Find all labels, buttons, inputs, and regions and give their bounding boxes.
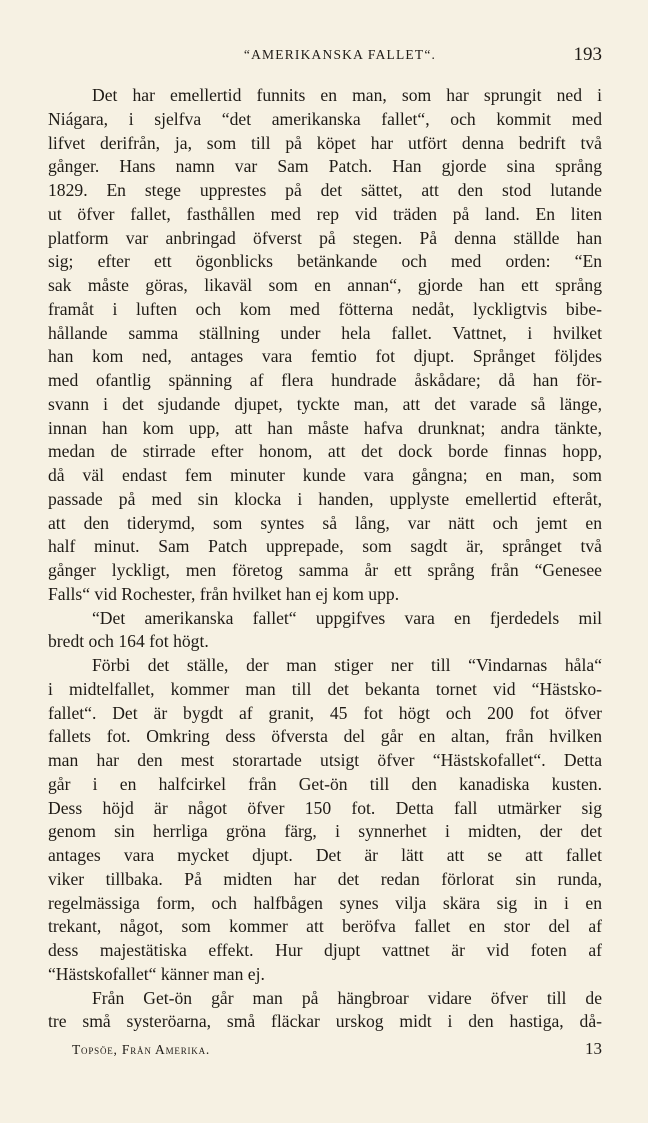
text-line: Niágara, i sjelfva “det amerikanska fallet“, och kommit med bbox=[48, 108, 602, 129]
text-line: passade på med sin klocka i handen, upplyste emellertid efteråt, bbox=[48, 488, 602, 509]
paragraph bbox=[48, 84, 602, 607]
body-text bbox=[48, 84, 602, 1034]
text-line: Från Get-ön går man på hängbroar vidare öfver till de bbox=[92, 987, 602, 1008]
text-line: trekant, något, som kommer att beröfva fallet en stor del af bbox=[48, 916, 602, 937]
text-line: fallet“. Det är bygdt af granit, 45 fot högt och 200 fot öfver bbox=[48, 702, 602, 723]
text-line: framåt i luften och kom med fötterna nedåt, lyckligtvis bibe- bbox=[48, 298, 602, 319]
sheet-number: 13 bbox=[585, 1039, 602, 1058]
text-line: fallets fot. Omkring dess öfversta del går en altan, från hvilken bbox=[48, 726, 602, 747]
text-line: innan han kom upp, att han måste hafva drunknat; andra tänkte, bbox=[48, 417, 602, 438]
text-line: 1829. En stege upprestes på det sättet, att den stod lutande bbox=[48, 180, 602, 200]
paragraph bbox=[48, 654, 602, 987]
text-line: sig; efter ett ögonblicks betänkande och med orden: “En bbox=[48, 251, 602, 272]
paragraph bbox=[48, 607, 602, 655]
footer-signature: Topsöe, Från Amerika. bbox=[72, 1042, 211, 1057]
text-line: lifvet derifrån, ja, som till på köpet har utfört denna bedrift två bbox=[48, 132, 602, 153]
text-line: i midtelfallet, kommer man till det bekanta tornet vid “Hästsko- bbox=[48, 678, 602, 699]
text-line: medan de stirrade efter honom, att det dock borde finnas hopp, bbox=[48, 441, 602, 462]
text-line: man har den mest storartade utsigt öfver “Hästskofallet“. Detta bbox=[48, 750, 602, 770]
text-line: Förbi det ställe, der man stiger ner till “Vindarnas håla“ bbox=[92, 655, 602, 675]
text-line: Falls“ vid Rochester, från hvilket han ej kom upp. bbox=[48, 583, 400, 604]
page-footer bbox=[72, 1040, 602, 1062]
text-line: “Hästskofallet“ känner man ej. bbox=[48, 963, 265, 984]
text-line: svann i det sjudande djupet, tyckte man, att det varade så länge, bbox=[48, 393, 602, 414]
text-line: platform var anbringad öfverst på stegen. På denna ställde han bbox=[48, 227, 602, 248]
text-line: sak måste göras, likaväl som en annan“, gjorde han ett språng bbox=[48, 275, 602, 295]
text-line: med ofantlig spänning af flera hundrade åskådare; då han för- bbox=[48, 370, 602, 390]
text-line: han kom ned, antages vara femtio fot djupt. Språnget följdes bbox=[48, 346, 602, 367]
page-number: 193 bbox=[573, 44, 602, 65]
text-line: dess majestätiska effekt. Hur djupt vattnet är vid foten af bbox=[48, 940, 602, 960]
text-line: ut öfver fallet, fasthållen med rep vid träden på land. En liten bbox=[48, 203, 602, 224]
text-line: “Det amerikanska fallet“ uppgifves vara en fjerdedels mil bbox=[92, 607, 602, 628]
text-line: att den tiderymd, som syntes så lång, var nätt och jemt en bbox=[48, 512, 602, 533]
running-head bbox=[48, 44, 602, 71]
text-line: gånger lyckligt, men företog samma år ett språng från “Genesee bbox=[48, 560, 602, 580]
text-line: viker tillbaka. På midten har det redan förlorat sin runda, bbox=[48, 868, 602, 889]
text-line: gånger. Hans namn var Sam Patch. Han gjorde sina språng bbox=[48, 156, 602, 177]
text-line: då väl endast fem minuter kunde vara gångna; en man, som bbox=[48, 465, 602, 485]
text-line: regelmässiga form, och halfbågen synes vilja skära sig in i en bbox=[48, 892, 602, 913]
text-line: antages vara mycket djupt. Det är lätt att se att fallet bbox=[48, 845, 602, 865]
text-line: genom sin herrliga gröna färg, i synnerhet i midten, der det bbox=[48, 821, 602, 842]
text-line: Det har emellertid funnits en man, som har sprungit ned i bbox=[92, 85, 602, 105]
text-line: Dess höjd är något öfver 150 fot. Detta fall utmärker sig bbox=[48, 797, 602, 818]
text-line: går i en halfcirkel från Get-ön till den kanadiska kusten. bbox=[48, 773, 602, 794]
running-title: “AMERIKANSKA FALLET“. bbox=[243, 47, 437, 62]
text-line: tre små systeröarna, små fläckar urskog midt i den hastiga, då- bbox=[48, 1011, 602, 1032]
text-line: hållande samma ställning under hela fallet. Vattnet, i hvilket bbox=[48, 322, 602, 343]
text-line: half minut. Sam Patch upprepade, som sagdt är, språnget två bbox=[48, 536, 602, 557]
paragraph bbox=[48, 987, 602, 1035]
text-line: bredt och 164 fot högt. bbox=[48, 631, 209, 652]
